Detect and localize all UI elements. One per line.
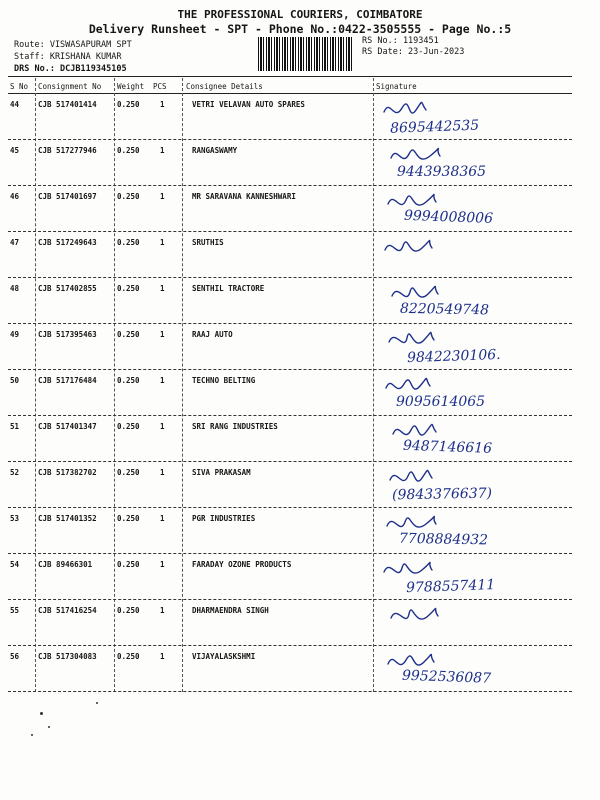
- signature-phone-number: 9842230106.: [406, 346, 501, 367]
- consignee-name-cell: VIJAYALASKSHMI: [192, 652, 256, 661]
- runsheet-subtitle: Delivery Runsheet - SPT - Phone No.:0422-3505555 - Page No.:5: [88, 22, 512, 36]
- pcs-cell: 1: [160, 514, 165, 523]
- col-header-signature: Signature: [376, 82, 417, 91]
- serial-number-cell: 56: [10, 652, 20, 661]
- signature-phone-number: 9095614065: [396, 394, 486, 410]
- signature-phone-number: 9952536087: [401, 667, 492, 687]
- consignee-name-cell: TECHNO BELTING: [192, 376, 256, 385]
- table-row: [0, 186, 600, 232]
- rs-date: RS Date: 23-Jun-2023: [362, 47, 465, 57]
- signature-cell: [378, 232, 568, 278]
- table-row: [0, 646, 600, 692]
- weight-cell: 0.250: [117, 514, 140, 523]
- serial-number-cell: 46: [10, 192, 20, 201]
- table-row: [0, 370, 600, 416]
- handwritten-signature: [378, 554, 568, 600]
- signature-cell: [378, 186, 568, 232]
- consignment-number-cell: CJB 517395463: [38, 330, 97, 339]
- pcs-cell: 1: [160, 560, 165, 569]
- consignment-number-cell: CJB 517401347: [38, 422, 97, 431]
- signature-phone-number: 8695442535: [389, 117, 480, 137]
- weight-cell: 0.250: [117, 422, 140, 431]
- signature-stroke: [384, 562, 432, 573]
- route-label: Route: VISWASAPURAM SPT: [14, 40, 132, 50]
- signature-stroke: [385, 240, 432, 251]
- signature-stroke: [388, 654, 434, 665]
- signature-phone-number: 7708884932: [398, 530, 489, 549]
- weight-cell: 0.250: [117, 606, 140, 615]
- signature-stroke: [388, 194, 436, 205]
- signature-stroke: [391, 608, 438, 619]
- handwritten-signature: [378, 508, 568, 554]
- ink-speck: [31, 734, 33, 736]
- consignment-number-cell: CJB 517176484: [38, 376, 97, 385]
- consignment-number-cell: CJB 517249643: [38, 238, 97, 247]
- weight-cell: 0.250: [117, 330, 140, 339]
- table-row: [0, 94, 600, 140]
- handwritten-signature: [378, 324, 568, 370]
- table-row: [0, 554, 600, 600]
- table-row: [0, 278, 600, 324]
- consignee-name-cell: VETRI VELAVAN AUTO SPARES: [192, 100, 305, 109]
- pcs-cell: 1: [160, 146, 165, 155]
- table-row: [0, 462, 600, 508]
- weight-cell: 0.250: [117, 100, 140, 109]
- signature-stroke: [387, 516, 436, 527]
- signature-cell: [378, 416, 568, 462]
- handwritten-signature: [378, 232, 568, 278]
- consignment-number-cell: CJB 517401697: [38, 192, 97, 201]
- consignee-name-cell: RANGASWAMY: [192, 146, 238, 155]
- col-header-sno: S No: [10, 82, 29, 91]
- signature-cell: [378, 370, 568, 416]
- serial-number-cell: 44: [10, 100, 20, 109]
- signature-cell: [378, 94, 568, 140]
- weight-cell: 0.250: [117, 146, 140, 155]
- pcs-cell: 1: [160, 376, 165, 385]
- consignee-name-cell: SENTHIL TRACTORE: [192, 284, 265, 293]
- pcs-cell: 1: [160, 100, 165, 109]
- handwritten-signature: [378, 646, 568, 692]
- signature-cell: [378, 600, 568, 646]
- consignee-name-cell: MR SARAVANA KANNESHWARI: [192, 192, 296, 201]
- signature-cell: [378, 278, 568, 324]
- signature-phone-number: 9994008006: [403, 207, 494, 227]
- signature-phone-number: 9487146616: [402, 437, 493, 457]
- barcode: [258, 37, 354, 71]
- consignment-number-cell: CJB 517402855: [38, 284, 97, 293]
- signature-stroke: [386, 378, 430, 389]
- col-header-consignee: Consignee Details: [186, 82, 263, 91]
- consignment-number-cell: CJB 517401414: [38, 100, 97, 109]
- consignee-name-cell: SIVA PRAKASAM: [192, 468, 251, 477]
- signature-cell: [378, 324, 568, 370]
- signature-cell: [378, 140, 568, 186]
- table-row: [0, 508, 600, 554]
- pcs-cell: 1: [160, 238, 165, 247]
- weight-cell: 0.250: [117, 560, 140, 569]
- table-row: [0, 140, 600, 186]
- consignment-number-cell: CJB 517277946: [38, 146, 97, 155]
- serial-number-cell: 52: [10, 468, 20, 477]
- signature-stroke: [389, 332, 434, 343]
- consignment-number-cell: CJB 517382702: [38, 468, 97, 477]
- serial-number-cell: 50: [10, 376, 20, 385]
- handwritten-signature: [378, 370, 568, 416]
- weight-cell: 0.250: [117, 376, 140, 385]
- serial-number-cell: 53: [10, 514, 20, 523]
- consignee-name-cell: PGR INDUSTRIES: [192, 514, 256, 523]
- handwritten-signature: [378, 278, 568, 324]
- signature-stroke: [384, 102, 426, 113]
- signature-cell: [378, 646, 568, 692]
- table-row: [0, 324, 600, 370]
- consignment-number-cell: CJB 517304083: [38, 652, 97, 661]
- weight-cell: 0.250: [117, 192, 140, 201]
- consignment-number-cell: CJB 517401352: [38, 514, 97, 523]
- handwritten-signature: [378, 186, 568, 232]
- weight-cell: 0.250: [117, 468, 140, 477]
- signature-stroke: [391, 148, 440, 159]
- signature-stroke: [392, 286, 438, 297]
- pcs-cell: 1: [160, 192, 165, 201]
- rs-number: RS No.: 1193451: [362, 36, 439, 46]
- staff-label: Staff: KRISHANA KUMAR: [14, 52, 122, 62]
- serial-number-cell: 51: [10, 422, 20, 431]
- serial-number-cell: 54: [10, 560, 20, 569]
- handwritten-signature: [378, 416, 568, 462]
- consignment-number-cell: CJB 517416254: [38, 606, 97, 615]
- signature-cell: [378, 462, 568, 508]
- pcs-cell: 1: [160, 652, 165, 661]
- pcs-cell: 1: [160, 422, 165, 431]
- serial-number-cell: 49: [10, 330, 20, 339]
- weight-cell: 0.250: [117, 284, 140, 293]
- consignee-name-cell: FARADAY OZONE PRODUCTS: [192, 560, 292, 569]
- serial-number-cell: 45: [10, 146, 20, 155]
- consignee-name-cell: SRI RANG INDUSTRIES: [192, 422, 278, 431]
- table-row: [0, 416, 600, 462]
- consignment-number-cell: CJB 89466301: [38, 560, 93, 569]
- table-row: [0, 600, 600, 646]
- handwritten-signature: [378, 600, 568, 646]
- ink-speck: [96, 702, 98, 704]
- col-header-consignment: Consignment No: [38, 82, 102, 91]
- signature-stroke: [393, 424, 436, 435]
- drs-number: DRS No.: DCJB119345105: [14, 64, 127, 74]
- header-rule-top: [8, 76, 572, 77]
- handwritten-signature: [378, 462, 568, 508]
- signature-cell: [378, 508, 568, 554]
- handwritten-signature: [378, 94, 568, 140]
- ink-speck: [48, 726, 50, 728]
- serial-number-cell: 47: [10, 238, 20, 247]
- serial-number-cell: 48: [10, 284, 20, 293]
- consignee-name-cell: DHARMAENDRA SINGH: [192, 606, 269, 615]
- weight-cell: 0.250: [117, 238, 140, 247]
- row-separator: [8, 691, 572, 692]
- handwritten-signature: [378, 140, 568, 186]
- pcs-cell: 1: [160, 468, 165, 477]
- signature-phone-number: 9788557411: [405, 577, 496, 597]
- weight-cell: 0.250: [117, 652, 140, 661]
- signature-stroke: [390, 470, 432, 481]
- pcs-cell: 1: [160, 330, 165, 339]
- signature-phone-number: 9443938365: [397, 164, 487, 180]
- serial-number-cell: 55: [10, 606, 20, 615]
- signature-phone-number: (9843376637): [391, 485, 493, 504]
- consignee-name-cell: RAAJ AUTO: [192, 330, 233, 339]
- pcs-cell: 1: [160, 284, 165, 293]
- ink-speck: [40, 712, 43, 715]
- company-title: THE PROFESSIONAL COURIERS, COIMBATORE: [177, 8, 423, 21]
- table-row: [0, 232, 600, 278]
- col-header-pcs: PCS: [153, 82, 167, 91]
- signature-cell: [378, 554, 568, 600]
- pcs-cell: 1: [160, 606, 165, 615]
- consignee-name-cell: SRUTHIS: [192, 238, 224, 247]
- col-header-weight: Weight: [117, 82, 145, 91]
- signature-phone-number: 8220549748: [399, 300, 490, 319]
